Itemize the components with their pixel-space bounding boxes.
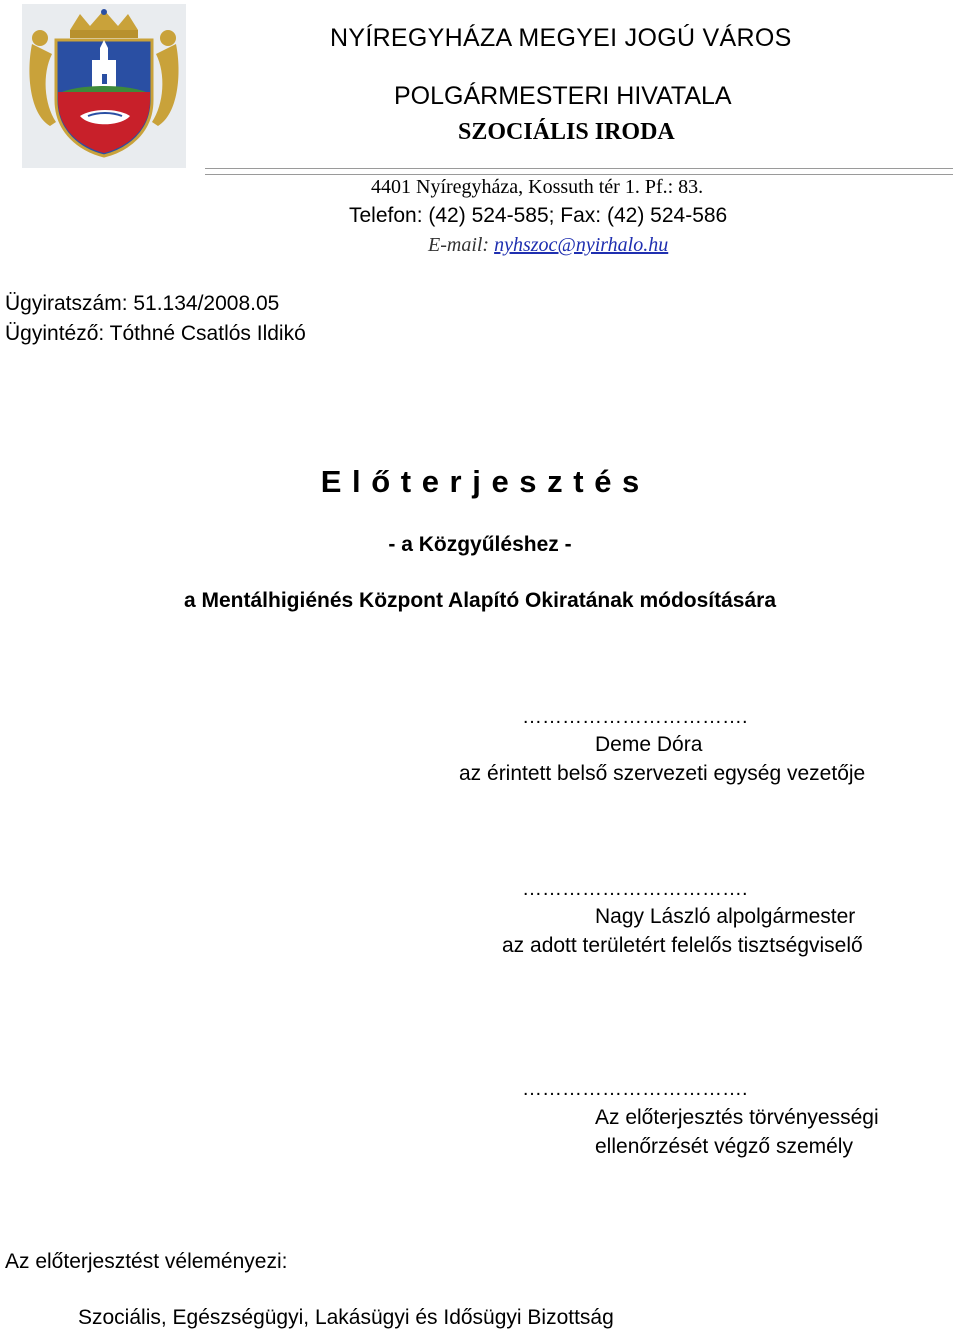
document-subject: a Mentálhigiénés Központ Alapító Okiratának módosítására [183, 589, 776, 612]
signatory-role-line-1: Az előterjesztés törvényességi [595, 1106, 879, 1129]
signatory-name: Nagy László alpolgármester [595, 905, 856, 928]
signature-line: ……………………………. [522, 878, 748, 900]
email-link[interactable]: nyhszoc@nyirhalo.hu [494, 234, 669, 256]
signature-line: ……………………………. [522, 706, 748, 728]
case-number: Ügyiratszám: 51.134/2008.05 [5, 292, 280, 315]
case-officer: Ügyintéző: Tóthné Csatlós Ildikó [5, 322, 306, 345]
office-name: POLGÁRMESTERI HIVATALA [394, 82, 732, 110]
document-subtitle: - a Közgyűléshez - [388, 533, 572, 556]
signatory-role-line-2: ellenőrzését végző személy [595, 1135, 853, 1158]
department-name: SZOCIÁLIS IRODA [458, 119, 675, 145]
signatory-name: Deme Dóra [595, 733, 703, 756]
email-label: E-mail: [428, 234, 495, 256]
signatory-role: az adott területért felelős tisztségviselő [502, 934, 863, 957]
email-line [428, 234, 668, 257]
signature-line: ……………………………. [522, 1078, 748, 1100]
reviewing-committee: Szociális, Egészségügyi, Lakásügyi és Idősügyi Bizottság [78, 1306, 614, 1329]
document-title: E l ő t e r j e s z t é s [320, 464, 640, 499]
city-name: NYÍREGYHÁZA MEGYEI JOGÚ VÁROS [330, 24, 792, 52]
phone-fax: Telefon: (42) 524-585; Fax: (42) 524-586 [349, 204, 728, 227]
header-divider [205, 168, 953, 175]
postal-address: 4401 Nyíregyháza, Kossuth tér 1. Pf.: 83. [371, 176, 704, 198]
city-coat-of-arms-icon [22, 4, 186, 168]
review-label: Az előterjesztést véleményezi: [5, 1250, 288, 1273]
signatory-role: az érintett belső szervezeti egység vezetője [459, 762, 866, 785]
